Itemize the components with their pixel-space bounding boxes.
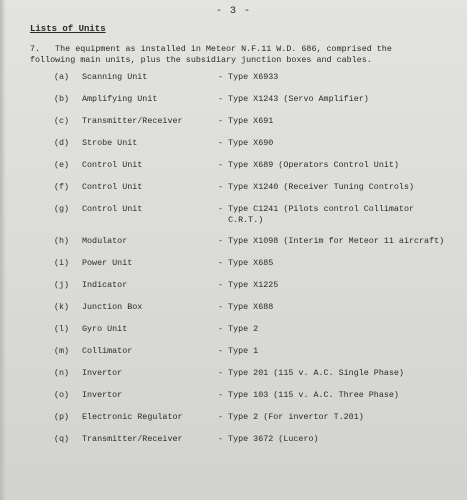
- section-heading: Lists of Units: [30, 24, 106, 34]
- unit-type: - Type 2: [218, 324, 259, 334]
- unit-letter: (l): [54, 324, 70, 334]
- unit-letter: (g): [54, 204, 70, 214]
- unit-type: - Type X1225: [218, 280, 279, 290]
- unit-name: Junction Box: [82, 302, 143, 312]
- unit-name: Electronic Regulator: [82, 412, 183, 422]
- page-edge-shadow: [0, 0, 6, 500]
- unit-letter: (c): [54, 116, 70, 126]
- unit-name: Invertor: [82, 390, 123, 400]
- page-number: - 3 -: [215, 6, 251, 17]
- unit-row: [54, 138, 464, 160]
- unit-letter: (b): [54, 94, 70, 104]
- unit-letter: (m): [54, 346, 70, 356]
- unit-letter: (j): [54, 280, 70, 290]
- unit-type: - Type X689 (Operators Control Unit): [218, 160, 399, 170]
- unit-letter: (k): [54, 302, 70, 312]
- unit-type: - Type X691: [218, 116, 274, 126]
- unit-row: [54, 412, 464, 434]
- unit-row: [54, 324, 464, 346]
- units-list: [54, 72, 464, 456]
- unit-type: - Type X688: [218, 302, 274, 312]
- unit-name: Scanning Unit: [82, 72, 148, 82]
- unit-type: - Type 201 (115 v. A.C. Single Phase): [218, 368, 404, 378]
- unit-row: [54, 204, 464, 236]
- unit-name: Amplifying Unit: [82, 94, 158, 104]
- unit-name: Transmitter/Receiver: [82, 116, 183, 126]
- unit-name: Indicator: [82, 280, 128, 290]
- unit-name: Gyro Unit: [82, 324, 128, 334]
- unit-row: [54, 94, 464, 116]
- unit-row: [54, 346, 464, 368]
- unit-type: - Type 1: [218, 346, 259, 356]
- unit-name: Control Unit: [82, 182, 143, 192]
- unit-name: Control Unit: [82, 204, 143, 214]
- unit-name: Modulator: [82, 236, 128, 246]
- unit-row: [54, 182, 464, 204]
- unit-letter: (o): [54, 390, 70, 400]
- unit-type: - Type 103 (115 v. A.C. Three Phase): [218, 390, 399, 400]
- unit-letter: (e): [54, 160, 70, 170]
- unit-row: [54, 160, 464, 182]
- unit-type: - Type X685: [218, 258, 274, 268]
- unit-row: [54, 116, 464, 138]
- unit-type: - Type X1243 (Servo Amplifier): [218, 94, 369, 104]
- unit-letter: (f): [54, 182, 70, 192]
- unit-type: - Type 2 (For invertor T.201): [218, 412, 364, 422]
- unit-row: [54, 302, 464, 324]
- unit-name: Invertor: [82, 368, 123, 378]
- unit-letter: (d): [54, 138, 70, 148]
- unit-row: [54, 236, 464, 258]
- unit-row: [54, 390, 464, 412]
- unit-type: - Type X1098 (Interim for Meteor 11 aircraft): [218, 236, 445, 246]
- intro-paragraph: 7. The equipment as installed in Meteor N.F.11 W.D. 686, comprised the following main units, plus the subsidiary junction boxes and cables.: [30, 44, 392, 65]
- unit-type: - Type X690: [218, 138, 274, 148]
- unit-name: Collimator: [82, 346, 133, 356]
- unit-letter: (a): [54, 72, 70, 82]
- unit-letter: (n): [54, 368, 70, 378]
- unit-row: [54, 368, 464, 390]
- unit-letter: (i): [54, 258, 70, 268]
- unit-row: [54, 72, 464, 94]
- unit-name: Control Unit: [82, 160, 143, 170]
- unit-name: Strobe Unit: [82, 138, 138, 148]
- unit-letter: (p): [54, 412, 70, 422]
- unit-row: [54, 258, 464, 280]
- unit-row: [54, 280, 464, 302]
- unit-type: - Type C1241 (Pilots control Collimator C.R.T.): [218, 204, 415, 225]
- unit-row: [54, 434, 464, 456]
- unit-type: - Type 3672 (Lucero): [218, 434, 319, 444]
- unit-name: Power Unit: [82, 258, 133, 268]
- unit-type: - Type X1240 (Receiver Tuning Controls): [218, 182, 415, 192]
- unit-letter: (q): [54, 434, 70, 444]
- unit-letter: (h): [54, 236, 70, 246]
- unit-name: Transmitter/Receiver: [82, 434, 183, 444]
- unit-type: - Type X6933: [218, 72, 279, 82]
